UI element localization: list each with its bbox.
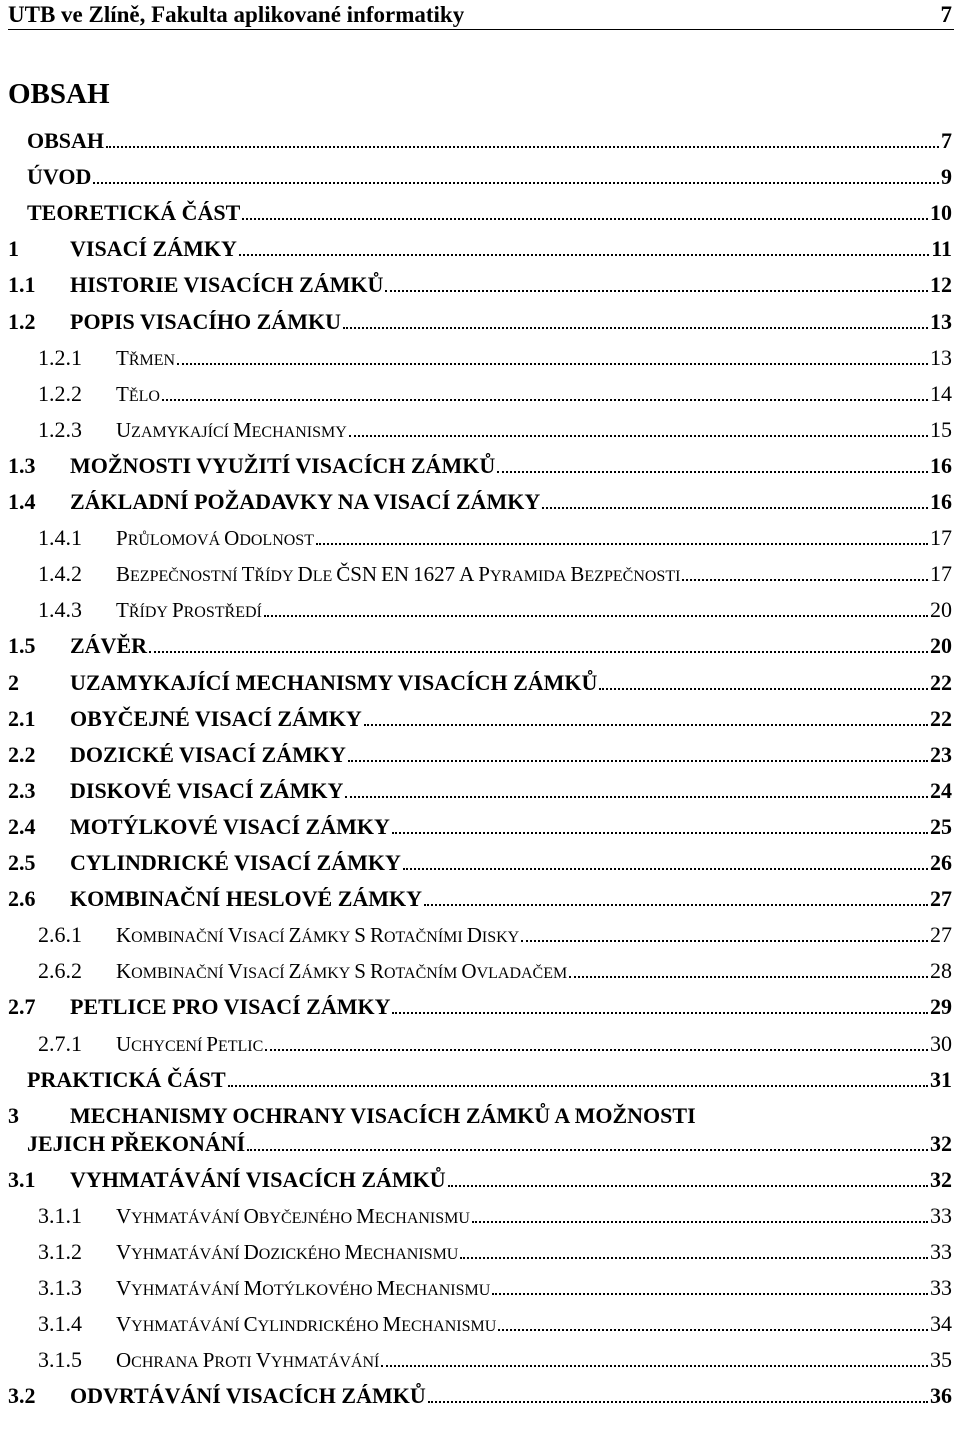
toc-entry-title: TEORETICKÁ ČÁST xyxy=(27,200,241,226)
toc-entry[interactable] xyxy=(0,668,960,698)
toc-entry-number: 2.7.1 xyxy=(38,1030,82,1056)
toc-entry-title: HISTORIE VISACÍCH ZÁMKŮ xyxy=(70,272,384,298)
toc-entry-number: 3.1.4 xyxy=(38,1311,82,1337)
toc-entry[interactable] xyxy=(0,162,960,192)
toc-dot-leader xyxy=(385,290,928,292)
toc-entry-title: MOTÝLKOVÉ VISACÍ ZÁMKY xyxy=(70,813,390,839)
toc-entry[interactable] xyxy=(0,1102,960,1159)
toc-dot-leader xyxy=(106,146,939,148)
header-title: UTB ve Zlíně, Fakulta aplikované informatiky xyxy=(8,1,465,27)
toc-entry[interactable] xyxy=(0,740,960,770)
toc-entry-page: 27 xyxy=(930,886,952,912)
toc-entry[interactable] xyxy=(0,631,960,661)
toc-entry[interactable] xyxy=(0,1201,960,1231)
toc-entry-page: 35 xyxy=(930,1347,952,1373)
toc-entry-number: 3.1.5 xyxy=(38,1347,82,1373)
toc-entry-page: 23 xyxy=(930,741,952,767)
toc-entry-number: 3.2 xyxy=(8,1383,36,1409)
toc-entry-number: 1.4.3 xyxy=(38,597,82,623)
toc-entry-title: K OMBINAČNÍ V ISACÍ Z ÁMKY S R OTAČNÍMI D ISKY xyxy=(116,923,520,948)
toc-entry-page: 33 xyxy=(930,1275,952,1301)
toc-entry-title: ÚVOD xyxy=(27,164,92,190)
toc-entry-page: 30 xyxy=(930,1030,952,1056)
toc-entry-page: 33 xyxy=(930,1202,952,1228)
toc-dot-leader xyxy=(265,1049,928,1051)
toc-entry-number: 1.4 xyxy=(8,489,36,514)
toc-entry[interactable] xyxy=(0,956,960,986)
toc-entry-number: 2.6.1 xyxy=(38,922,82,948)
toc-dot-leader xyxy=(381,1365,928,1367)
toc-entry-title: PRAKTICKÁ ČÁST xyxy=(27,1066,226,1092)
toc-dot-leader xyxy=(364,724,928,726)
toc-entry-page: 16 xyxy=(930,489,952,514)
toc-entry[interactable] xyxy=(0,776,960,806)
toc-entry[interactable] xyxy=(0,1273,960,1303)
toc-entry-page: 33 xyxy=(930,1239,952,1264)
toc-entry[interactable] xyxy=(0,1165,960,1195)
toc-entry-page: 32 xyxy=(930,1130,952,1156)
toc-entry-page: 15 xyxy=(930,416,952,442)
toc-entry-title: U ZAMYKAJÍCÍ M ECHANISMY xyxy=(116,417,347,442)
toc-entry-title: OBYČEJNÉ VISACÍ ZÁMKY xyxy=(70,705,362,731)
toc-entry[interactable] xyxy=(0,415,960,445)
toc-dot-leader xyxy=(149,651,928,653)
toc-dot-leader xyxy=(472,1221,928,1223)
toc-entry[interactable] xyxy=(0,704,960,734)
toc-entry[interactable] xyxy=(0,126,960,156)
toc-entry-title: DISKOVÉ VISACÍ ZÁMKY xyxy=(70,777,344,803)
toc-entry-title: ZÁVĚR xyxy=(70,633,148,659)
toc-dot-leader xyxy=(177,363,928,365)
toc-entry-title: CYLINDRICKÉ VISACÍ ZÁMKY xyxy=(70,850,401,875)
toc-dot-leader xyxy=(162,399,928,401)
toc-entry-page: 27 xyxy=(930,922,952,948)
toc-entry-number: 1.4.1 xyxy=(38,525,82,551)
toc-dot-leader xyxy=(403,868,928,870)
header-page-number: 7 xyxy=(940,1,952,27)
toc-entry-title: B EZPEČNOSTNÍ T ŘÍDY D LE ČSN EN 1627 A P YRAMIDA B EZPEČNOSTI xyxy=(116,562,681,587)
toc-dot-leader xyxy=(599,688,928,690)
toc-dot-leader xyxy=(428,1401,928,1403)
toc-entry[interactable] xyxy=(0,1381,960,1411)
toc-entry-number: 1.2.1 xyxy=(38,344,82,370)
toc-entry-number: 1.5 xyxy=(8,633,36,659)
toc-dot-leader xyxy=(247,1149,928,1151)
toc-entry[interactable] xyxy=(0,523,960,553)
toc-entry-page: 14 xyxy=(930,380,952,406)
toc-entry[interactable] xyxy=(0,198,960,228)
toc-entry-page: 26 xyxy=(930,850,952,875)
toc-entry-page: 29 xyxy=(930,994,952,1020)
toc-entry-title: ZÁKLADNÍ POŽADAVKY NA VISACÍ ZÁMKY xyxy=(70,489,541,514)
toc-entry-title: T ĚLO xyxy=(116,381,160,406)
toc-entry[interactable] xyxy=(0,1309,960,1339)
toc-entry-page: 7 xyxy=(941,128,952,153)
toc-heading: OBSAH xyxy=(8,78,110,110)
toc-entry-page: 25 xyxy=(930,813,952,839)
toc-dot-leader xyxy=(93,182,939,184)
toc-dot-leader xyxy=(497,471,928,473)
toc-entry[interactable] xyxy=(0,595,960,625)
toc-dot-leader xyxy=(228,1085,928,1087)
toc-entry-title: T ŘMEN xyxy=(116,345,176,370)
toc-entry[interactable] xyxy=(0,848,960,878)
toc-entry[interactable] xyxy=(0,559,960,589)
toc-entry-title: V YHMATÁVÁNÍ D OZICKÉHO M ECHANISMU xyxy=(116,1240,459,1264)
toc-entry-number: 3.1 xyxy=(8,1166,36,1192)
toc-entry-title: MECHANISMY OCHRANY VISACÍCH ZÁMKŮ A MOŽNOSTI xyxy=(70,1102,696,1128)
toc-entry[interactable] xyxy=(0,1237,960,1267)
toc-dot-leader xyxy=(349,435,928,437)
toc-entry-title: DOZICKÉ VISACÍ ZÁMKY xyxy=(70,741,346,767)
toc-entry-title: V YHMATÁVÁNÍ C YLINDRICKÉHO M ECHANISMU xyxy=(116,1312,497,1337)
toc-entry-page: 13 xyxy=(930,344,952,370)
toc-entry[interactable] xyxy=(0,992,960,1022)
toc-dot-leader xyxy=(424,904,928,906)
toc-dot-leader xyxy=(316,543,928,545)
toc-entry-page: 12 xyxy=(930,272,952,298)
toc-entry[interactable] xyxy=(0,451,960,481)
toc-entry-number: 1.3 xyxy=(8,452,36,478)
toc-entry[interactable] xyxy=(0,307,960,337)
toc-dot-leader xyxy=(242,218,928,220)
toc-dot-leader xyxy=(348,760,928,762)
toc-dot-leader xyxy=(492,1293,928,1295)
toc-entry-page: 11 xyxy=(931,236,952,262)
toc-entry-page: 31 xyxy=(930,1066,952,1092)
toc-entry-page: 13 xyxy=(930,308,952,334)
toc-entry[interactable] xyxy=(0,1065,960,1095)
toc-entry-page: 22 xyxy=(930,705,952,731)
toc-entry[interactable] xyxy=(0,234,960,264)
toc-entry-title: OBSAH xyxy=(27,128,105,153)
toc-entry-title: VYHMATÁVÁNÍ VISACÍCH ZÁMKŮ xyxy=(70,1166,446,1192)
toc-entry[interactable] xyxy=(0,1345,960,1375)
toc-dot-leader xyxy=(343,327,928,329)
toc-entry-page: 22 xyxy=(930,669,952,695)
toc-entry-page: 20 xyxy=(930,633,952,659)
toc-entry-title: P RŮLOMOVÁ O DOLNOST xyxy=(116,526,314,551)
toc-dot-leader xyxy=(392,1012,928,1014)
toc-entry-page: 20 xyxy=(930,597,952,623)
toc-entry[interactable] xyxy=(0,379,960,409)
toc-entry-title: MOŽNOSTI VYUŽITÍ VISACÍCH ZÁMKŮ xyxy=(70,452,496,478)
toc-entry-page: 34 xyxy=(930,1311,952,1337)
toc-entry-page: 28 xyxy=(930,958,952,984)
toc-dot-leader xyxy=(569,976,928,978)
toc-entry-number: 2.6 xyxy=(8,886,36,912)
toc-dot-leader xyxy=(682,579,928,581)
toc-entry-title: V YHMATÁVÁNÍ M OTÝLKOVÉHO M ECHANISMU xyxy=(116,1276,491,1301)
toc-entry[interactable] xyxy=(0,812,960,842)
toc-entry-page: 17 xyxy=(930,525,952,551)
toc-entry-title: U CHYCENÍ P ETLIC xyxy=(116,1031,264,1056)
toc-entry[interactable] xyxy=(0,920,960,950)
toc-entry-number: 2.1 xyxy=(8,705,36,731)
toc-entry-title: POPIS VISACÍHO ZÁMKU xyxy=(70,308,341,334)
toc-dot-leader xyxy=(542,507,928,509)
toc-entry[interactable] xyxy=(0,1029,960,1059)
toc-entry-page: 9 xyxy=(941,164,952,190)
toc-entry-page: 16 xyxy=(930,452,952,478)
toc-entry-title: K OMBINAČNÍ V ISACÍ Z ÁMKY S R OTAČNÍM O VLADAČEM xyxy=(116,959,568,984)
toc-entry-title: O CHRANA P ROTI V YHMATÁVÁNÍ xyxy=(116,1348,380,1373)
toc-entry-title: ODVRTÁVÁNÍ VISACÍCH ZÁMKŮ xyxy=(70,1383,426,1409)
toc-entry-page: 36 xyxy=(930,1383,952,1409)
toc-dot-leader xyxy=(239,254,929,256)
toc-entry-page: 32 xyxy=(930,1166,952,1192)
toc-entry-number: 2.4 xyxy=(8,813,36,839)
toc-entry[interactable] xyxy=(0,343,960,373)
toc-entry-title: V YHMATÁVÁNÍ O BYČEJNÉHO M ECHANISMU xyxy=(116,1203,470,1228)
toc-entry-number: 2.6.2 xyxy=(38,958,82,984)
toc-entry-number: 3.1.3 xyxy=(38,1275,82,1301)
toc-entry-title: KOMBINAČNÍ HESLOVÉ ZÁMKY xyxy=(70,886,423,912)
toc-entry-page: 17 xyxy=(930,561,952,587)
toc-dot-leader xyxy=(448,1185,928,1187)
page-header xyxy=(8,0,954,30)
toc-entry-number: 2.2 xyxy=(8,741,36,767)
toc-entry-number: 3.1.1 xyxy=(38,1202,82,1228)
toc-entry-title: PETLICE PRO VISACÍ ZÁMKY xyxy=(70,994,391,1020)
toc-entry-title: VISACÍ ZÁMKY xyxy=(70,236,237,262)
toc-entry-number: 1.2.2 xyxy=(38,380,82,406)
toc-entry-number: 1 xyxy=(8,236,19,262)
toc-dot-leader xyxy=(264,615,928,617)
toc-entry-number: 1.1 xyxy=(8,272,36,298)
toc-dot-leader xyxy=(521,940,928,942)
toc-dot-leader xyxy=(392,832,928,834)
toc-dot-leader xyxy=(498,1329,928,1331)
toc-entry-number: 2.5 xyxy=(8,850,36,875)
toc-entry-number: 3 xyxy=(8,1102,19,1128)
toc-entry-number: 1.2.3 xyxy=(38,416,82,442)
toc-dot-leader xyxy=(460,1257,928,1259)
toc-entry-number: 3.1.2 xyxy=(38,1239,82,1264)
toc-dot-leader xyxy=(345,796,928,798)
toc-entry-page: 10 xyxy=(930,200,952,226)
toc-entry[interactable] xyxy=(0,270,960,300)
toc-entry-number: 1.2 xyxy=(8,308,36,334)
toc-entry-page: 24 xyxy=(930,777,952,803)
toc-entry-number: 2.7 xyxy=(8,994,36,1020)
toc-entry-title: UZAMYKAJÍCÍ MECHANISMY VISACÍCH ZÁMKŮ xyxy=(70,669,598,695)
toc-entry-number: 1.4.2 xyxy=(38,561,82,587)
toc-entry-title-continued: JEJICH PŘEKONÁNÍ xyxy=(27,1130,246,1156)
toc-entry-number: 2 xyxy=(8,669,19,695)
toc-entry-number: 2.3 xyxy=(8,777,36,803)
toc-entry[interactable] xyxy=(0,487,960,517)
toc-entry[interactable] xyxy=(0,884,960,914)
toc-entry-title: T ŘÍDY P ROSTŘEDÍ xyxy=(116,598,262,623)
